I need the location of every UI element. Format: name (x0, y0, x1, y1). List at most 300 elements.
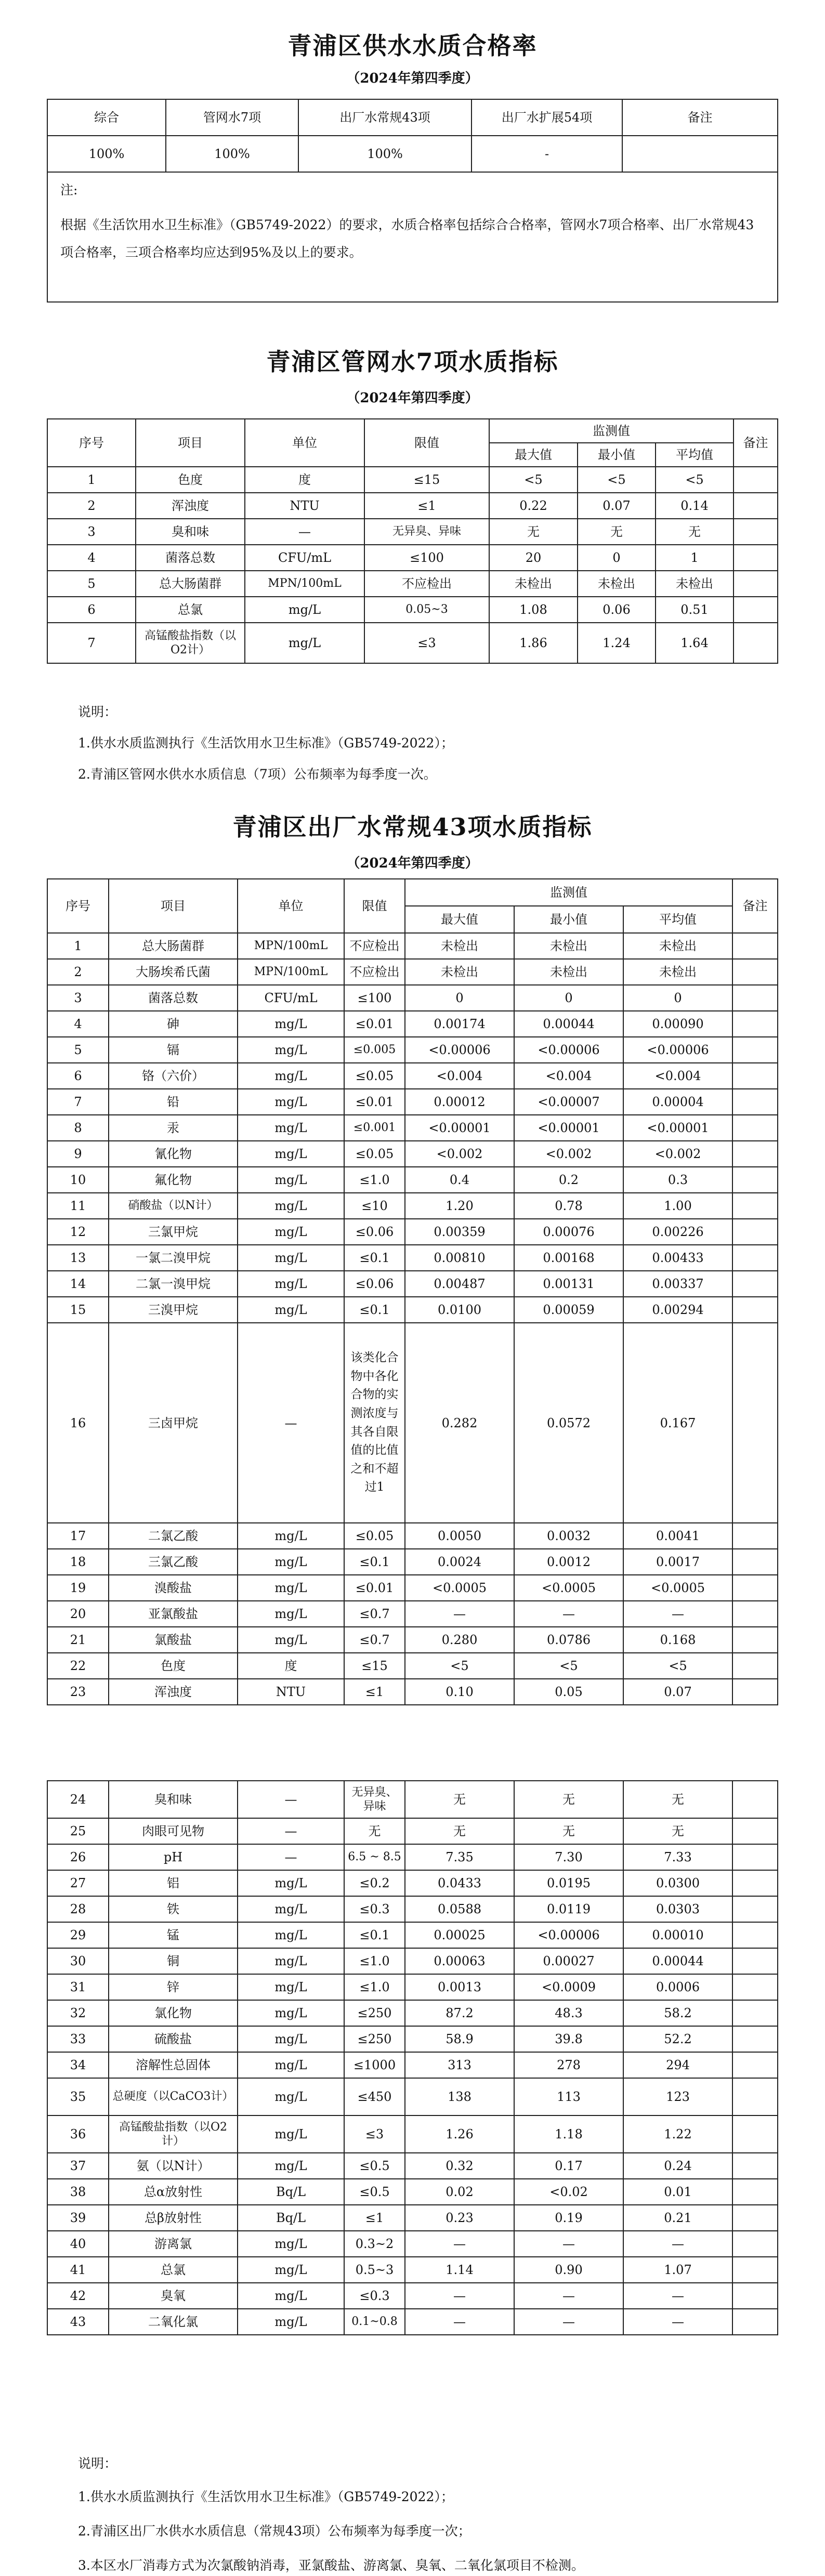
cell-item: 铝 (109, 1870, 238, 1896)
cell-unit: — (238, 1323, 344, 1523)
section2-title: 青浦区管网水7项水质指标 (266, 348, 559, 376)
cell-n: 1 (47, 467, 136, 493)
cell-item: 溶解性总固体 (109, 2052, 238, 2078)
cell-n: 18 (47, 1549, 109, 1575)
cell-unit: mg/L (238, 2052, 344, 2078)
cell-unit: mg/L (245, 597, 364, 623)
table-row (47, 1922, 778, 1948)
header-limit: 限值 (344, 879, 405, 933)
cell-remark (732, 2205, 778, 2231)
table-row (47, 1627, 778, 1653)
cell-n: 10 (47, 1167, 109, 1193)
table-row (47, 1115, 778, 1141)
cell-n: 2 (47, 493, 136, 519)
cell-item: 溴酸盐 (109, 1575, 238, 1601)
cell-unit: — (238, 1818, 344, 1844)
table-row (47, 2257, 778, 2283)
cell-unit: mg/L (238, 1037, 344, 1063)
cell-item: 色度 (109, 1653, 238, 1679)
cell-limit: 0.3~2 (344, 2231, 405, 2257)
cell-n: 5 (47, 571, 136, 597)
cell-min: 0.17 (514, 2153, 623, 2179)
cell-unit: CFU/mL (245, 545, 364, 571)
cell-item: 总大肠菌群 (109, 933, 238, 959)
cell-item: 三溴甲烷 (109, 1297, 238, 1323)
cell-limit: ≤1 (364, 493, 489, 519)
cell-n: 33 (47, 2026, 109, 2052)
cell-max: 未检出 (489, 571, 578, 597)
cell-max: 0.0100 (405, 1297, 514, 1323)
cell-min: 7.30 (514, 1844, 623, 1870)
cell-remark (732, 1271, 778, 1297)
cell-remark (732, 1167, 778, 1193)
qualification-rate-table (47, 99, 778, 303)
table-row (47, 1037, 778, 1063)
table-row (47, 519, 778, 545)
cell-limit: ≤450 (344, 2078, 405, 2115)
cell-n: 28 (47, 1896, 109, 1922)
cell-unit: mg/L (238, 1167, 344, 1193)
cell-min: 0 (514, 985, 623, 1011)
cell-n: 2 (47, 959, 109, 985)
cell-avg: 0.01 (623, 2179, 732, 2205)
cell-item: 砷 (109, 1011, 238, 1037)
table-row (47, 136, 778, 172)
cell-remark (732, 1974, 778, 2000)
cell-max: 0 (405, 985, 514, 1011)
table-row (47, 2078, 778, 2115)
cell-limit: ≤100 (344, 985, 405, 1011)
cell-item: 锰 (109, 1922, 238, 1948)
cell-max: 1.86 (489, 623, 578, 663)
cell-limit: ≤0.06 (344, 1219, 405, 1245)
cell-unit: mg/L (238, 1896, 344, 1922)
cell-remark (732, 2026, 778, 2052)
table-row (47, 1245, 778, 1271)
cell-n: 3 (47, 519, 136, 545)
cell-max: <0.00006 (405, 1037, 514, 1063)
header-cell: 出厂水扩展54项 (472, 99, 622, 136)
cell-limit: ≤0.1 (344, 1297, 405, 1323)
cell-remark (732, 959, 778, 985)
cell-unit: — (238, 1844, 344, 1870)
cell-item: 浑浊度 (136, 493, 245, 519)
cell-limit: ≤1.0 (344, 1974, 405, 2000)
cell-item: 锌 (109, 1974, 238, 2000)
cell-n: 8 (47, 1115, 109, 1141)
cell-n: 5 (47, 1037, 109, 1063)
factory-water-table-part2 (47, 1780, 778, 2335)
table-row (47, 2231, 778, 2257)
cell-min: 无 (578, 519, 656, 545)
cell-max: 0.00174 (405, 1011, 514, 1037)
cell-n: 22 (47, 1653, 109, 1679)
cell-avg: <5 (656, 467, 734, 493)
cell-remark (732, 1297, 778, 1323)
cell-limit: 无异臭、异味 (364, 519, 489, 545)
cell-item: 总大肠菌群 (136, 571, 245, 597)
cell-min: 0.00168 (514, 1245, 623, 1271)
cell-limit: ≤0.06 (344, 1271, 405, 1297)
cell-limit: ≤10 (344, 1193, 405, 1219)
cell-n: 43 (47, 2309, 109, 2335)
cell-min: 48.3 (514, 2000, 623, 2026)
table-row (47, 1141, 778, 1167)
cell-unit: mg/L (238, 1141, 344, 1167)
header-monitor: 监测值 (489, 419, 734, 443)
cell-remark (732, 2052, 778, 2078)
cell-n: 35 (47, 2078, 109, 2115)
cell-n: 24 (47, 1781, 109, 1818)
cell-min: 0.0032 (514, 1523, 623, 1549)
cell-remark (732, 1323, 778, 1523)
cell-unit: mg/L (238, 2078, 344, 2115)
cell-unit: NTU (245, 493, 364, 519)
table-row (47, 493, 778, 519)
cell-avg: 58.2 (623, 2000, 732, 2026)
cell-remark (732, 1575, 778, 1601)
cell-avg: 0.0303 (623, 1896, 732, 1922)
note-line: 1.供水水质监测执行《生活饮用水卫生标准》（GB5749-2022）； (78, 735, 454, 751)
value-cell: - (472, 136, 622, 172)
table-row (47, 1063, 778, 1089)
cell-avg: 0.00337 (623, 1271, 732, 1297)
cell-n: 40 (47, 2231, 109, 2257)
cell-n: 34 (47, 2052, 109, 2078)
cell-n: 36 (47, 2115, 109, 2153)
cell-limit: 该类化合物中各化合物的实测浓度与其各自限值的比值之和不超过1 (344, 1323, 405, 1523)
table-row (47, 1549, 778, 1575)
cell-n: 32 (47, 2000, 109, 2026)
cell-remark (732, 1141, 778, 1167)
cell-item: 臭和味 (136, 519, 245, 545)
table-header-row (47, 99, 778, 136)
cell-unit: mg/L (238, 1011, 344, 1037)
cell-unit: mg/L (238, 1063, 344, 1089)
cell-avg: 1.07 (623, 2257, 732, 2283)
cell-max: <0.002 (405, 1141, 514, 1167)
cell-item: 二氧化氯 (109, 2309, 238, 2335)
table-row (47, 623, 778, 663)
cell-min: 未检出 (514, 959, 623, 985)
cell-avg: 0.24 (623, 2153, 732, 2179)
cell-avg: 0.00226 (623, 1219, 732, 1245)
value-cell: 100% (47, 136, 166, 172)
cell-max: 0.0050 (405, 1523, 514, 1549)
cell-item: 镉 (109, 1037, 238, 1063)
header-avg: 平均值 (656, 443, 734, 467)
cell-unit: mg/L (238, 1297, 344, 1323)
header-monitor: 监测值 (405, 879, 732, 906)
header-unit: 单位 (245, 419, 364, 467)
cell-max: 0.32 (405, 2153, 514, 2179)
cell-remark (732, 1601, 778, 1627)
cell-limit: ≤0.01 (344, 1011, 405, 1037)
cell-avg: <0.002 (623, 1141, 732, 1167)
cell-avg: 0.00010 (623, 1922, 732, 1948)
cell-n: 9 (47, 1141, 109, 1167)
cell-min: 0.0119 (514, 1896, 623, 1922)
cell-max: 0.0013 (405, 1974, 514, 2000)
cell-max: 0.280 (405, 1627, 514, 1653)
cell-remark (732, 2115, 778, 2153)
cell-limit: ≤3 (364, 623, 489, 663)
cell-unit: mg/L (238, 2000, 344, 2026)
cell-min: 1.18 (514, 2115, 623, 2153)
section1-title: 青浦区供水水质合格率 (287, 32, 538, 60)
header-item: 项目 (109, 879, 238, 933)
cell-min: 无 (514, 1818, 623, 1844)
cell-unit: mg/L (238, 1193, 344, 1219)
table-row (47, 1653, 778, 1679)
header-min: 最小值 (514, 906, 623, 933)
cell-item: 总氯 (109, 2257, 238, 2283)
cell-min: 0.00076 (514, 1219, 623, 1245)
cell-avg: 7.33 (623, 1844, 732, 1870)
cell-min: <0.00006 (514, 1922, 623, 1948)
cell-unit: mg/L (238, 1974, 344, 2000)
cell-remark (732, 933, 778, 959)
cell-n: 21 (47, 1627, 109, 1653)
cell-n: 7 (47, 623, 136, 663)
cell-item: 铬（六价） (109, 1063, 238, 1089)
cell-remark (732, 2283, 778, 2309)
cell-unit: Bq/L (238, 2179, 344, 2205)
cell-limit: ≤1.0 (344, 1948, 405, 1974)
cell-remark (732, 1011, 778, 1037)
value-cell: 100% (166, 136, 298, 172)
cell-n: 29 (47, 1922, 109, 1948)
cell-limit: ≤0.05 (344, 1141, 405, 1167)
table-row (47, 1523, 778, 1549)
cell-min: 0.0195 (514, 1870, 623, 1896)
cell-max: 0.23 (405, 2205, 514, 2231)
cell-item: 高锰酸盐指数（以O2计） (109, 2115, 238, 2153)
cell-avg: 未检出 (656, 571, 734, 597)
cell-avg: 123 (623, 2078, 732, 2115)
cell-avg: 无 (623, 1781, 732, 1818)
cell-limit: ≤0.3 (344, 2283, 405, 2309)
cell-limit: 0.5~3 (344, 2257, 405, 2283)
cell-avg: 0.14 (656, 493, 734, 519)
cell-item: 氰化物 (109, 1141, 238, 1167)
table-row (47, 2309, 778, 2335)
cell-min: 0.00027 (514, 1948, 623, 1974)
note-row (47, 172, 778, 302)
cell-max: — (405, 1601, 514, 1627)
table-row (47, 467, 778, 493)
table-row (47, 985, 778, 1011)
cell-max: 7.35 (405, 1844, 514, 1870)
cell-limit: 不应检出 (364, 571, 489, 597)
cell-max: 1.20 (405, 1193, 514, 1219)
cell-min: 0.90 (514, 2257, 623, 2283)
cell-unit: MPN/100mL (245, 571, 364, 597)
cell-limit: ≤0.01 (344, 1575, 405, 1601)
cell-max: 0.00487 (405, 1271, 514, 1297)
cell-n: 19 (47, 1575, 109, 1601)
cell-unit: mg/L (238, 1271, 344, 1297)
table-row (47, 1219, 778, 1245)
cell-avg: 1 (656, 545, 734, 571)
cell-limit: ≤0.5 (344, 2153, 405, 2179)
cell-limit: 6.5 ~ 8.5 (344, 1844, 405, 1870)
cell-max: 0.02 (405, 2179, 514, 2205)
cell-limit: ≤250 (344, 2026, 405, 2052)
cell-limit: ≤0.001 (344, 1115, 405, 1141)
cell-min: <0.00006 (514, 1037, 623, 1063)
cell-item: 臭和味 (109, 1781, 238, 1818)
notes-label: 说明： (78, 2456, 117, 2471)
cell-n: 15 (47, 1297, 109, 1323)
cell-min: <0.004 (514, 1063, 623, 1089)
cell-remark (734, 545, 778, 571)
cell-unit: MPN/100mL (238, 933, 344, 959)
cell-n: 38 (47, 2179, 109, 2205)
cell-n: 39 (47, 2205, 109, 2231)
cell-avg: 0 (623, 985, 732, 1011)
cell-avg: 52.2 (623, 2026, 732, 2052)
cell-limit: ≤1000 (344, 2052, 405, 2078)
table-row (47, 1011, 778, 1037)
cell-min: 0.0572 (514, 1323, 623, 1523)
cell-max: 无 (405, 1818, 514, 1844)
cell-remark (732, 1037, 778, 1063)
cell-min: <5 (578, 467, 656, 493)
cell-unit: mg/L (238, 1549, 344, 1575)
section2-notes (78, 702, 754, 785)
cell-max: 1.26 (405, 2115, 514, 2153)
cell-unit: mg/L (238, 1575, 344, 1601)
cell-min: 0.2 (514, 1167, 623, 1193)
cell-item: 铁 (109, 1896, 238, 1922)
table-row (47, 1679, 778, 1705)
cell-unit: — (245, 519, 364, 545)
cell-n: 26 (47, 1844, 109, 1870)
table-row (47, 1948, 778, 1974)
table-row (47, 2153, 778, 2179)
cell-remark (732, 1653, 778, 1679)
cell-max: — (405, 2309, 514, 2335)
cell-limit: ≤0.7 (344, 1627, 405, 1653)
cell-limit: ≤0.01 (344, 1089, 405, 1115)
note-line: 2.青浦区管网水供水水质信息（7项）公布频率为每季度一次。 (78, 767, 437, 782)
cell-remark (732, 1896, 778, 1922)
cell-avg: 0.168 (623, 1627, 732, 1653)
cell-max: 87.2 (405, 2000, 514, 2026)
section3-subtitle: （2024年第四季度） (346, 856, 479, 871)
table-row (47, 1323, 778, 1523)
note-text: 根据《生活饮用水卫生标准》（GB5749-2022）的要求，水质合格率包括综合合格率，管网水7项合格率、出厂水常规43项合格率，三项合格率均应达到95%及以上的要求。 (60, 217, 754, 260)
cell-limit: ≤250 (344, 2000, 405, 2026)
cell-max: 138 (405, 2078, 514, 2115)
cell-max: <5 (489, 467, 578, 493)
cell-min: 0.00131 (514, 1271, 623, 1297)
cell-remark (734, 597, 778, 623)
cell-remark (732, 1089, 778, 1115)
cell-max: 0.00025 (405, 1922, 514, 1948)
header-min: 最小值 (578, 443, 656, 467)
cell-max: 0.22 (489, 493, 578, 519)
cell-unit: mg/L (238, 2309, 344, 2335)
header-cell: 备注 (622, 99, 778, 136)
cell-item: 氯酸盐 (109, 1627, 238, 1653)
cell-unit: CFU/mL (238, 985, 344, 1011)
cell-n: 11 (47, 1193, 109, 1219)
cell-limit: ≤0.2 (344, 1870, 405, 1896)
cell-remark (732, 985, 778, 1011)
cell-n: 4 (47, 1011, 109, 1037)
cell-max: 0.282 (405, 1323, 514, 1523)
cell-avg: 无 (656, 519, 734, 545)
table-row (47, 1167, 778, 1193)
cell-min: <0.02 (514, 2179, 623, 2205)
header-cell: 出厂水常规43项 (298, 99, 472, 136)
cell-max: 无 (405, 1781, 514, 1818)
cell-limit: ≤0.1 (344, 1922, 405, 1948)
table-row (47, 2179, 778, 2205)
cell-item: 铅 (109, 1089, 238, 1115)
cell-item: 二氯乙酸 (109, 1523, 238, 1549)
cell-remark (732, 2231, 778, 2257)
cell-max: 58.9 (405, 2026, 514, 2052)
cell-min: 0.19 (514, 2205, 623, 2231)
cell-unit: mg/L (238, 2026, 344, 2052)
cell-limit: 不应检出 (344, 933, 405, 959)
cell-avg: 0.00294 (623, 1297, 732, 1323)
note-line: 1.供水水质监测执行《生活饮用水卫生标准》（GB5749-2022）； (78, 2489, 454, 2504)
cell-max: <0.004 (405, 1063, 514, 1089)
cell-unit: mg/L (238, 2257, 344, 2283)
cell-limit: ≤15 (344, 1653, 405, 1679)
cell-limit: ≤100 (364, 545, 489, 571)
cell-min: 278 (514, 2052, 623, 2078)
cell-avg: — (623, 2231, 732, 2257)
note-line: 2.青浦区出厂水供水水质信息（常规43项）公布频率为每季度一次； (78, 2524, 471, 2539)
cell-remark (732, 1523, 778, 1549)
cell-min: 0.07 (578, 493, 656, 519)
cell-remark (732, 2257, 778, 2283)
table-row (47, 2000, 778, 2026)
cell-limit: ≤15 (364, 467, 489, 493)
cell-unit: 度 (238, 1653, 344, 1679)
cell-limit: ≤0.05 (344, 1523, 405, 1549)
table-row (47, 959, 778, 985)
cell-avg: <0.00006 (623, 1037, 732, 1063)
cell-min: — (514, 2283, 623, 2309)
cell-avg: 0.51 (656, 597, 734, 623)
header-cell: 综合 (47, 99, 166, 136)
cell-min: 0.00044 (514, 1011, 623, 1037)
section2-subtitle: （2024年第四季度） (346, 390, 479, 406)
cell-avg: 0.00433 (623, 1245, 732, 1271)
cell-remark (732, 2078, 778, 2115)
cell-limit: 0.05~3 (364, 597, 489, 623)
cell-remark (732, 2309, 778, 2335)
table-row (47, 545, 778, 571)
cell-min: 0 (578, 545, 656, 571)
table-row (47, 933, 778, 959)
cell-avg: 0.00004 (623, 1089, 732, 1115)
note-label: 注: (60, 182, 78, 198)
cell-max: <0.0005 (405, 1575, 514, 1601)
cell-unit: mg/L (238, 1089, 344, 1115)
cell-avg: 无 (623, 1818, 732, 1844)
cell-limit: ≤1 (344, 1679, 405, 1705)
cell-n: 37 (47, 2153, 109, 2179)
section3-title: 青浦区出厂水常规43项水质指标 (232, 813, 593, 841)
cell-max: 0.0433 (405, 1870, 514, 1896)
